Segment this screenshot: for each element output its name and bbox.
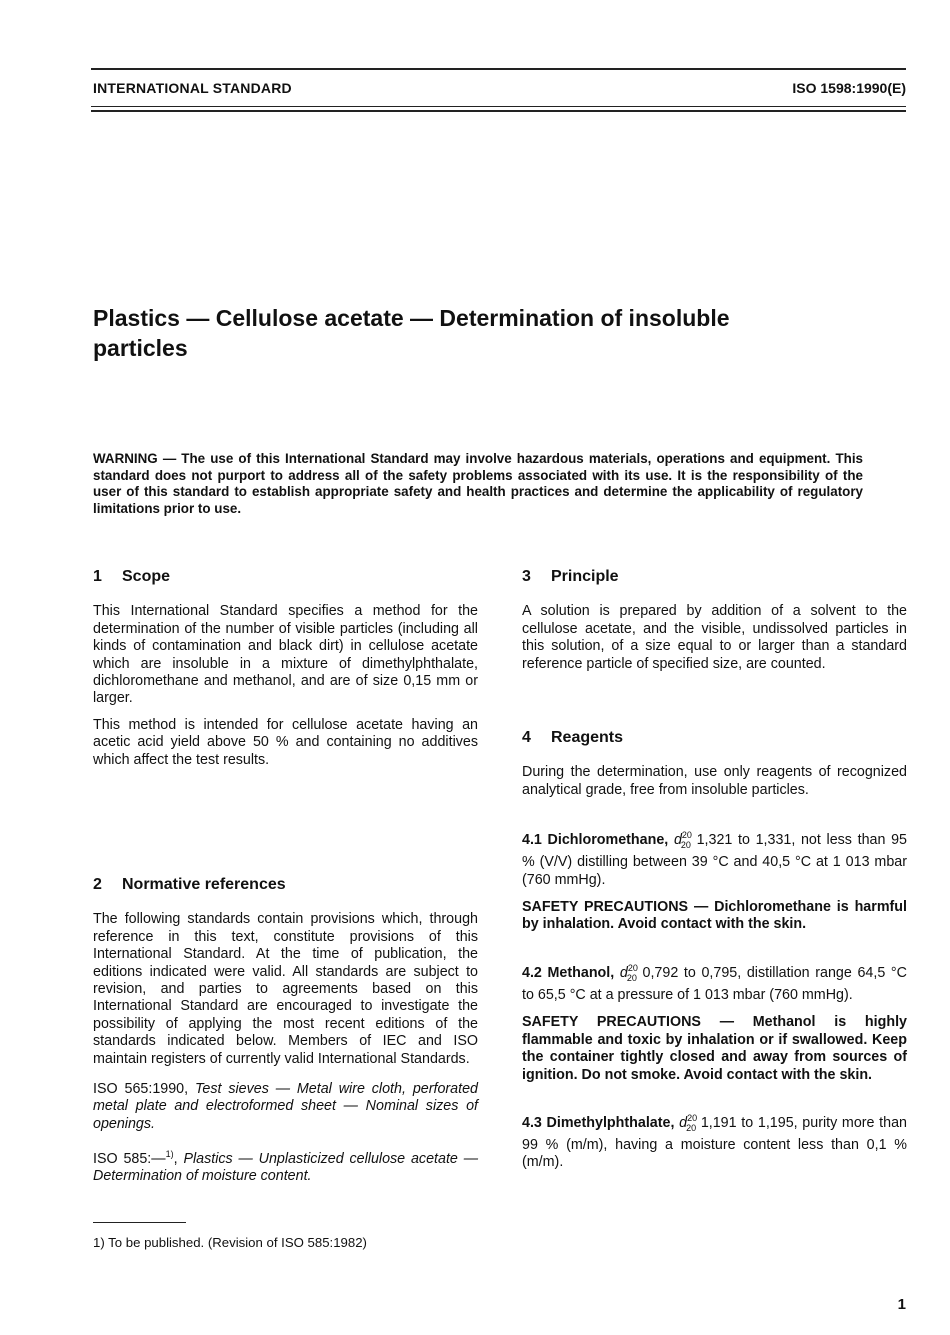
reference-iso-565 xyxy=(93,1081,478,1133)
reference-iso-565-title: Test sieves — Metal wire cloth, perforated metal plate and electroformed sheet — Nominal sizes of openings. xyxy=(93,1081,478,1132)
reagent-4-2-text: 0,792 to 0,795, distillation range 64,5 °C to 65,5 °C at a pressure of 1 013 mbar (760 mmHg). xyxy=(522,964,907,1003)
density-symbol: d xyxy=(673,831,682,848)
page-title xyxy=(93,303,853,363)
density-superscript: 20 xyxy=(681,830,692,841)
reagent-4-2 xyxy=(522,960,907,1004)
density-subscript: 20 xyxy=(686,1122,697,1133)
header-standard-number: ISO 1598:1990(E) xyxy=(792,80,906,96)
header-top-rule xyxy=(91,68,906,70)
normative-number: 2 xyxy=(93,876,102,893)
reagents-number: 4 xyxy=(522,729,531,746)
title-line-2: particles xyxy=(93,335,188,361)
reference-iso-565-code: ISO 565:1990, xyxy=(93,1081,189,1098)
reagent-4-1 xyxy=(522,827,907,889)
reagent-4-2-label: 4.2 Methanol, xyxy=(522,964,615,981)
scope-paragraph-1: This International Standard specifies a method for the determination of the number of visible particles (including all kinds of contamination and black dirt) in cellulose acetate which are insoluble in a mixture of dimethylphthalate, dichloromethane and methanol, and are of size 0,15 mm or larger. xyxy=(93,603,478,707)
reagent-4-1-safety: SAFETY PRECAUTIONS — Dichloromethane is harmful by inhalation. Avoid contact with the skin. xyxy=(522,899,907,933)
normative-heading xyxy=(93,876,478,893)
reagent-4-3-label: 4.3 Dimethylphthalate, xyxy=(522,1114,675,1131)
footnote-marker: 1) xyxy=(165,1149,174,1160)
section-reagents xyxy=(522,729,907,1172)
scope-heading xyxy=(93,568,478,585)
footnote: 1) To be published. (Revision of ISO 585:1982) xyxy=(93,1235,367,1250)
header-document-type: INTERNATIONAL STANDARD xyxy=(93,80,292,96)
scope-number: 1 xyxy=(93,568,102,585)
reagent-4-3-text: 1,191 to 1,195, purity more than 99 % (m/m), having a moisture content less than 0,1 % (m/m). xyxy=(522,1114,907,1171)
principle-number: 3 xyxy=(522,568,531,585)
scope-title: Scope xyxy=(122,568,171,585)
density-subscript: 20 xyxy=(680,839,691,850)
reference-iso-585-title: Plastics — Unplasticized cellulose acetate — Determination of moisture content. xyxy=(93,1151,478,1185)
header-rule-thin xyxy=(91,106,906,107)
page-number: 1 xyxy=(897,1296,906,1313)
density-symbol: d xyxy=(619,964,628,981)
principle-heading xyxy=(522,568,907,585)
reagents-intro: During the determination, use only reagents of recognized analytical grade, free from insoluble particles. xyxy=(522,764,907,798)
density-superscript: 20 xyxy=(627,962,638,973)
density-symbol: d xyxy=(679,1114,688,1131)
normative-title: Normative references xyxy=(122,876,286,893)
reference-iso-585 xyxy=(93,1146,478,1186)
scope-paragraph-2: This method is intended for cellulose acetate having an acetic acid yield above 50 % and containing no additives which affect the test results. xyxy=(93,716,478,768)
header-rule-thick xyxy=(91,110,906,112)
principle-title: Principle xyxy=(551,568,619,585)
reagent-4-1-label: 4.1 Dichloromethane, xyxy=(522,831,669,848)
principle-paragraph: A solution is prepared by addition of a solvent to the cellulose acetate, and the visible, undissolved particles in this solution, of a size equal to or larger than a standard reference particle of specified size, are counted. xyxy=(522,603,907,672)
section-principle xyxy=(522,568,907,673)
warning-notice: WARNING — The use of this International Standard may involve hazardous materials, operations and equipment. This standard does not purport to address all of the safety problems associated with its use. It is the responsibility of the user of this standard to establish appropriate safety and health practices and determine the applicability of regulatory limitations prior to use. xyxy=(93,451,863,516)
section-scope xyxy=(93,568,478,769)
reagent-4-2-safety: SAFETY PRECAUTIONS — Methanol is highly flammable and toxic by inhalation or if swallowed. Keep the container tightly closed and away from sources of ignition. Do not smoke. Avoid contact with the skin. xyxy=(522,1014,907,1083)
title-line-1: Plastics — Cellulose acetate — Determination of insoluble xyxy=(93,305,730,331)
reagent-4-3 xyxy=(522,1110,907,1172)
density-subscript: 20 xyxy=(626,972,637,983)
reagents-title: Reagents xyxy=(551,729,624,746)
density-superscript: 20 xyxy=(687,1112,698,1123)
reagent-4-1-text: 1,321 to 1,331, not less than 95 % (V/V) distilling between 39 °C and 40,5 °C at 1 013 mbar (760 mmHg). xyxy=(522,831,907,888)
normative-paragraph: The following standards contain provisions which, through reference in this text, constitute provisions of this International Standard. At the time of publication, the editions indicated were valid. All standards are subject to revision, and parties to agreements based on this International Standard are encouraged to investigate the possibility of applying the most recent editions of the standards indicated below. Members of IEC and ISO maintain registers of currently valid International Standards. xyxy=(93,911,478,1067)
reference-iso-585-separator: , xyxy=(173,1151,178,1168)
reference-iso-585-code: ISO 585:— xyxy=(93,1151,166,1168)
footnote-rule xyxy=(93,1222,186,1223)
section-normative-references xyxy=(93,876,478,1186)
reagents-heading xyxy=(522,729,907,746)
